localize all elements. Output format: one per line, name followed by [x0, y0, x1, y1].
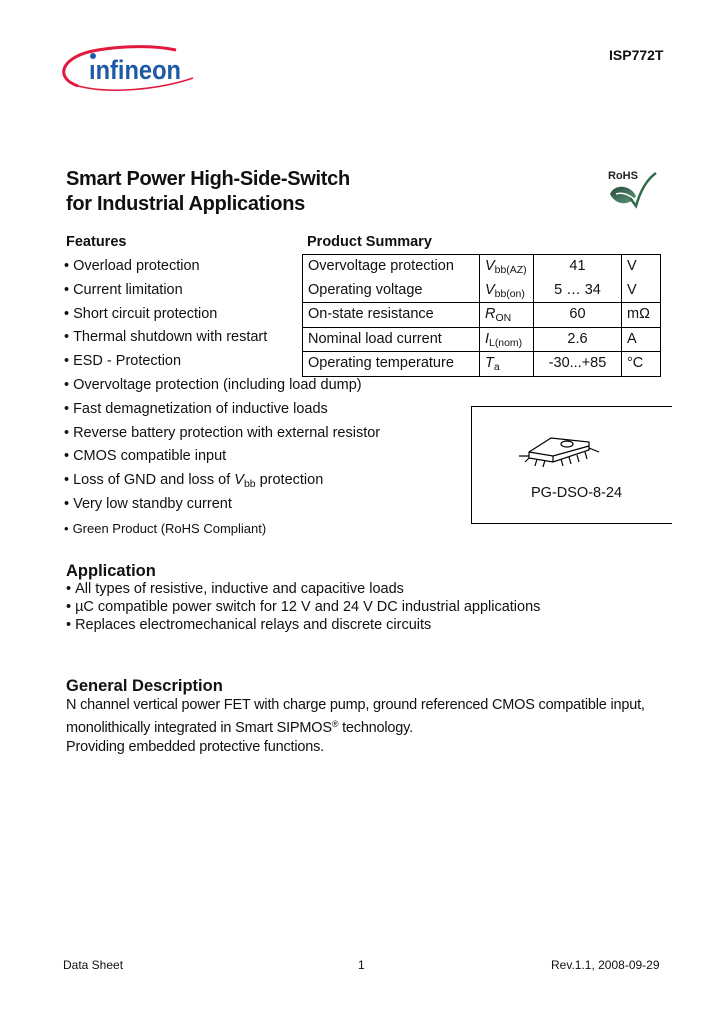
table-row: Overvoltage protection $V_{bb(AZ)}$ 41 V [303, 255, 661, 279]
title-line-1: Smart Power High-Side-Switch [66, 168, 350, 190]
description-line: Providing embedded protective functions. [66, 739, 324, 755]
feature-item: • Very low standby current [64, 493, 380, 517]
rohs-label: RoHS [608, 170, 638, 182]
feature-item: • Current limitation [64, 279, 380, 303]
general-description-heading: General Description [66, 677, 223, 695]
description-line: monolithically integrated in Smart SIPMOS® technology. [66, 719, 413, 736]
footer-revision: Rev.1.1, 2008-09-29 [551, 958, 660, 972]
feature-item: • Loss of GND and loss of $V_{bb}$ protection [64, 469, 380, 493]
feature-item: • Overload protection [64, 255, 380, 279]
part-number: ISP772T [609, 47, 664, 63]
rohs-badge [600, 166, 660, 210]
feature-item: • Green Product (RoHS Compliant) [64, 517, 380, 541]
table-row: Operating voltage $V_{bb(on)}$ 5 … 34 V [303, 279, 661, 303]
product-summary-table [302, 254, 661, 377]
feature-item: • Thermal shutdown with restart [64, 326, 380, 350]
description-line: N channel vertical power FET with charge pump, ground referenced CMOS compatible input, [66, 697, 645, 713]
footer-page-number: 1 [358, 958, 365, 972]
feature-item: • Reverse battery protection with external resistor [64, 422, 380, 446]
footer-doc-type: Data Sheet [63, 958, 124, 972]
registered-mark: ® [331, 719, 339, 729]
table-row: Nominal load current $I_{L(nom)}$ 2.6 A [303, 327, 661, 352]
feature-item: • Overvoltage protection (including load dump) [64, 374, 380, 398]
package-name: PG-DSO-8-24 [531, 485, 623, 501]
feature-item: • Fast demagnetization of inductive loads [64, 398, 380, 422]
application-item: • µC compatible power switch for 12 V and 24 V DC industrial applications [66, 598, 540, 616]
document-title [66, 167, 350, 217]
application-heading: Application [66, 562, 156, 580]
general-description-text [66, 696, 645, 757]
features-heading: Features [66, 234, 127, 250]
package-chip-icon [515, 428, 610, 473]
application-list [66, 580, 540, 634]
feature-item: • ESD - Protection [64, 350, 380, 374]
application-item: • Replaces electromechanical relays and discrete circuits [66, 616, 540, 634]
logo-text: ınfineon [89, 55, 181, 85]
application-item: • All types of resistive, inductive and capacitive loads [66, 580, 540, 598]
infineon-logo [58, 38, 208, 98]
title-line-2: for Industrial Applications [66, 193, 305, 215]
feature-item: • CMOS compatible input [64, 445, 380, 469]
feature-item: • Short circuit protection [64, 303, 380, 327]
table-row: On-state resistance $R_{ON}$ 60 mΩ [303, 303, 661, 328]
table-row: Operating temperature $T_a$ -30...+85 °C [303, 352, 661, 377]
product-summary-heading: Product Summary [307, 234, 432, 250]
